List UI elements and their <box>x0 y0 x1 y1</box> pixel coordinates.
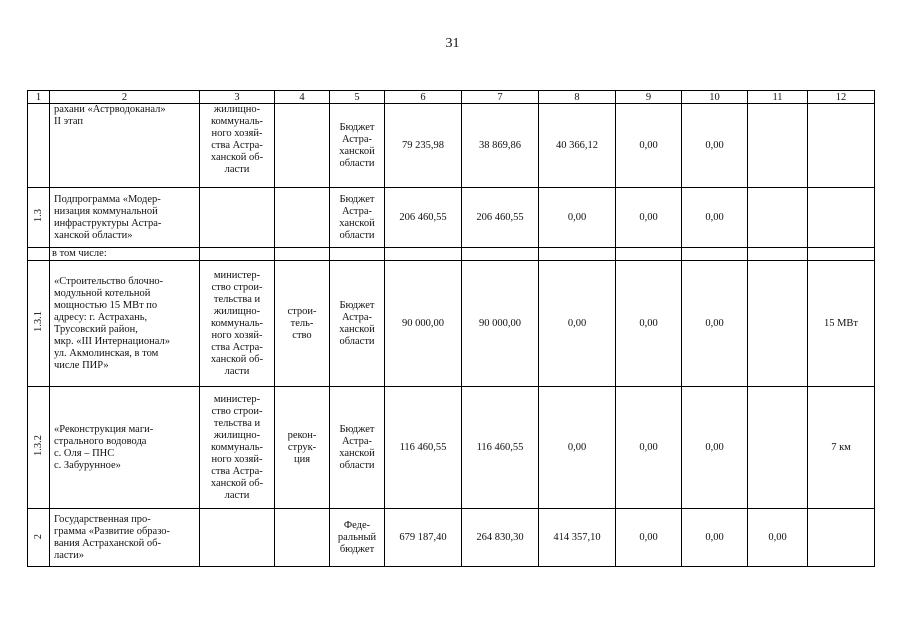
cell-line: ральный <box>337 531 377 543</box>
cell-line: рекон- <box>287 429 317 441</box>
cell-line: с. Оля – ПНС <box>54 447 115 459</box>
cell-line: Бюджет <box>339 299 375 311</box>
row-value-cell: 40 366,12 <box>539 104 616 188</box>
col-header: 12 <box>808 91 875 104</box>
cell-line: тельства и <box>213 293 261 305</box>
col-header: 3 <box>200 91 275 104</box>
cell-line: «Строительство блочно- <box>54 275 164 287</box>
cell-line: Бюджет <box>339 121 375 133</box>
cell-line: бюджет <box>339 543 375 555</box>
row-value-cell: 0,00 <box>682 261 748 387</box>
cell-line: ного хозяй- <box>211 453 263 465</box>
row-value-cell: 0,00 <box>682 104 748 188</box>
cell-line: стрального водовода <box>54 435 147 447</box>
cell-line: Астра- <box>341 311 373 323</box>
row-value-cell <box>808 509 875 567</box>
cell-line: мкр. «III Интернационал» <box>54 335 170 347</box>
row-executor-cell <box>200 387 275 509</box>
cell-line: числе ПИР» <box>54 359 109 371</box>
row-value-cell: 38 869,86 <box>462 104 539 188</box>
cell-line: инфраструктуры Астра- <box>54 217 162 229</box>
row-executor-cell <box>200 188 275 248</box>
column-number-header-row <box>28 91 875 104</box>
empty-cell <box>682 248 748 261</box>
cell-line: ханской <box>339 323 375 335</box>
col-header: 4 <box>275 91 330 104</box>
row-id-cell: 1.3 <box>28 188 50 248</box>
empty-cell <box>748 248 808 261</box>
table-row <box>28 509 875 567</box>
cell-line: области <box>339 157 375 169</box>
empty-cell <box>275 248 330 261</box>
row-value-cell <box>748 104 808 188</box>
row-executor-cell <box>200 104 275 188</box>
row-value-cell <box>748 188 808 248</box>
cell-line: коммуналь- <box>210 441 264 453</box>
cell-line: Астра- <box>341 435 373 447</box>
row-value-cell: 0,00 <box>616 104 682 188</box>
row-value-cell: 0,00 <box>616 261 682 387</box>
cell-line: ханской <box>339 217 375 229</box>
row-value-cell: 116 460,55 <box>385 387 462 509</box>
including-label: в том числе: <box>50 248 200 261</box>
col-header: 1 <box>28 91 50 104</box>
row-executor-cell <box>200 261 275 387</box>
row-id-cell: 1.3.1 <box>28 261 50 387</box>
row-type-cell <box>275 104 330 188</box>
cell-line: ного хозяй- <box>211 329 263 341</box>
cell-line: ласти <box>224 365 250 377</box>
col-header: 2 <box>50 91 200 104</box>
cell-line: Бюджет <box>339 193 375 205</box>
row-value-cell: 206 460,55 <box>462 188 539 248</box>
row-type-cell <box>275 261 330 387</box>
cell-line: коммуналь- <box>210 116 264 127</box>
row-source-cell <box>330 509 385 567</box>
col-header: 5 <box>330 91 385 104</box>
row-value-cell: 7 км <box>808 387 875 509</box>
cell-line: струк- <box>287 441 317 453</box>
empty-cell <box>616 248 682 261</box>
cell-line: ханской области» <box>54 229 133 241</box>
cell-line: министер- <box>213 269 261 281</box>
page-number: 31 <box>445 36 460 51</box>
cell-line: ство строи- <box>211 405 263 417</box>
cell-line: жилищно- <box>213 305 261 317</box>
cell-line: ул. Акмолинская, в том <box>54 347 159 359</box>
cell-line: ханской об- <box>210 477 264 489</box>
empty-cell <box>28 248 50 261</box>
table-row <box>28 188 875 248</box>
table-row <box>28 387 875 509</box>
row-id-cell: 1.3.2 <box>28 387 50 509</box>
row-name-cell <box>50 387 200 509</box>
cell-line: Подпрограмма «Модер- <box>54 193 161 205</box>
cell-line: адресу: г. Астрахань, <box>54 311 148 323</box>
cell-line: модульной котельной <box>54 287 151 299</box>
cell-line: министер- <box>213 393 261 405</box>
col-header: 11 <box>748 91 808 104</box>
col-header: 9 <box>616 91 682 104</box>
cell-line: ство строи- <box>211 281 263 293</box>
cell-line: ласти <box>224 164 250 175</box>
cell-line: рахани «Астрводоканал» <box>54 104 166 115</box>
cell-line: тель- <box>290 317 314 329</box>
cell-line: мощностью 15 МВт по <box>54 299 158 311</box>
row-value-cell: 0,00 <box>748 509 808 567</box>
col-header: 6 <box>385 91 462 104</box>
cell-line: строи- <box>287 305 317 317</box>
empty-cell <box>330 248 385 261</box>
row-name-cell <box>50 509 200 567</box>
cell-line: ства Астра- <box>211 140 263 151</box>
row-value-cell: 206 460,55 <box>385 188 462 248</box>
cell-line: ханской <box>339 145 375 157</box>
row-value-cell: 264 830,30 <box>462 509 539 567</box>
cell-line: II этап <box>54 116 83 127</box>
row-value-cell: 0,00 <box>539 387 616 509</box>
row-value-cell: 414 357,10 <box>539 509 616 567</box>
row-executor-cell <box>200 509 275 567</box>
cell-line: области <box>339 335 375 347</box>
cell-line: Бюджет <box>339 423 375 435</box>
cell-line: области <box>339 459 375 471</box>
row-value-cell <box>748 261 808 387</box>
row-value-cell: 79 235,98 <box>385 104 462 188</box>
row-value-cell: 0,00 <box>539 188 616 248</box>
cell-line: низация коммунальной <box>54 205 158 217</box>
row-value-cell <box>808 104 875 188</box>
row-value-cell: 90 000,00 <box>462 261 539 387</box>
cell-line: коммуналь- <box>210 317 264 329</box>
row-value-cell: 0,00 <box>616 509 682 567</box>
cell-line: Трусовский район, <box>54 323 138 335</box>
col-header: 7 <box>462 91 539 104</box>
cell-line: тельства и <box>213 417 261 429</box>
row-name-cell <box>50 104 200 188</box>
row-type-cell <box>275 188 330 248</box>
cell-line: ласти <box>224 489 250 501</box>
row-source-cell <box>330 104 385 188</box>
cell-line: грамма «Развитие образо- <box>54 525 171 537</box>
cell-line: ханской об- <box>210 152 264 163</box>
row-value-cell: 0,00 <box>682 188 748 248</box>
cell-line: ханской об- <box>210 353 264 365</box>
table-row <box>28 104 875 188</box>
row-value-cell: 0,00 <box>616 188 682 248</box>
col-header: 10 <box>682 91 748 104</box>
cell-line: «Реконструкция маги- <box>54 423 154 435</box>
row-name-cell <box>50 188 200 248</box>
row-value-cell <box>808 188 875 248</box>
row-value-cell <box>748 387 808 509</box>
empty-cell <box>385 248 462 261</box>
cell-line: Астра- <box>341 133 373 145</box>
cell-line: жилищно- <box>213 429 261 441</box>
row-name-cell <box>50 261 200 387</box>
cell-line: ства Астра- <box>211 341 263 353</box>
row-value-cell: 90 000,00 <box>385 261 462 387</box>
row-id-cell: 2 <box>28 509 50 567</box>
row-type-cell <box>275 509 330 567</box>
cell-line: ство <box>292 329 312 341</box>
row-value-cell: 0,00 <box>539 261 616 387</box>
empty-cell <box>808 248 875 261</box>
cell-line: жилищно- <box>213 104 261 115</box>
empty-cell <box>462 248 539 261</box>
row-value-cell: 15 МВт <box>808 261 875 387</box>
cell-line: Феде- <box>343 519 371 531</box>
cell-line: области <box>339 229 375 241</box>
table-row <box>28 261 875 387</box>
cell-line: вания Астраханской об- <box>54 537 161 549</box>
row-source-cell <box>330 261 385 387</box>
including-row <box>28 248 875 261</box>
cell-line: Государственная про- <box>54 513 151 525</box>
row-value-cell: 0,00 <box>682 509 748 567</box>
cell-line: ция <box>293 453 311 465</box>
row-type-cell <box>275 387 330 509</box>
cell-line: ного хозяй- <box>211 128 263 139</box>
row-value-cell: 0,00 <box>682 387 748 509</box>
cell-line: ханской <box>339 447 375 459</box>
row-value-cell: 0,00 <box>616 387 682 509</box>
empty-cell <box>539 248 616 261</box>
cell-line: Астра- <box>341 205 373 217</box>
row-id-cell <box>28 104 50 188</box>
row-source-cell <box>330 387 385 509</box>
col-header: 8 <box>539 91 616 104</box>
cell-line: ласти» <box>54 549 85 561</box>
cell-line: с. Забурунное» <box>54 459 121 471</box>
row-source-cell <box>330 188 385 248</box>
cell-line: ства Астра- <box>211 465 263 477</box>
row-value-cell: 116 460,55 <box>462 387 539 509</box>
row-value-cell: 679 187,40 <box>385 509 462 567</box>
empty-cell <box>200 248 275 261</box>
budget-table <box>27 90 875 567</box>
